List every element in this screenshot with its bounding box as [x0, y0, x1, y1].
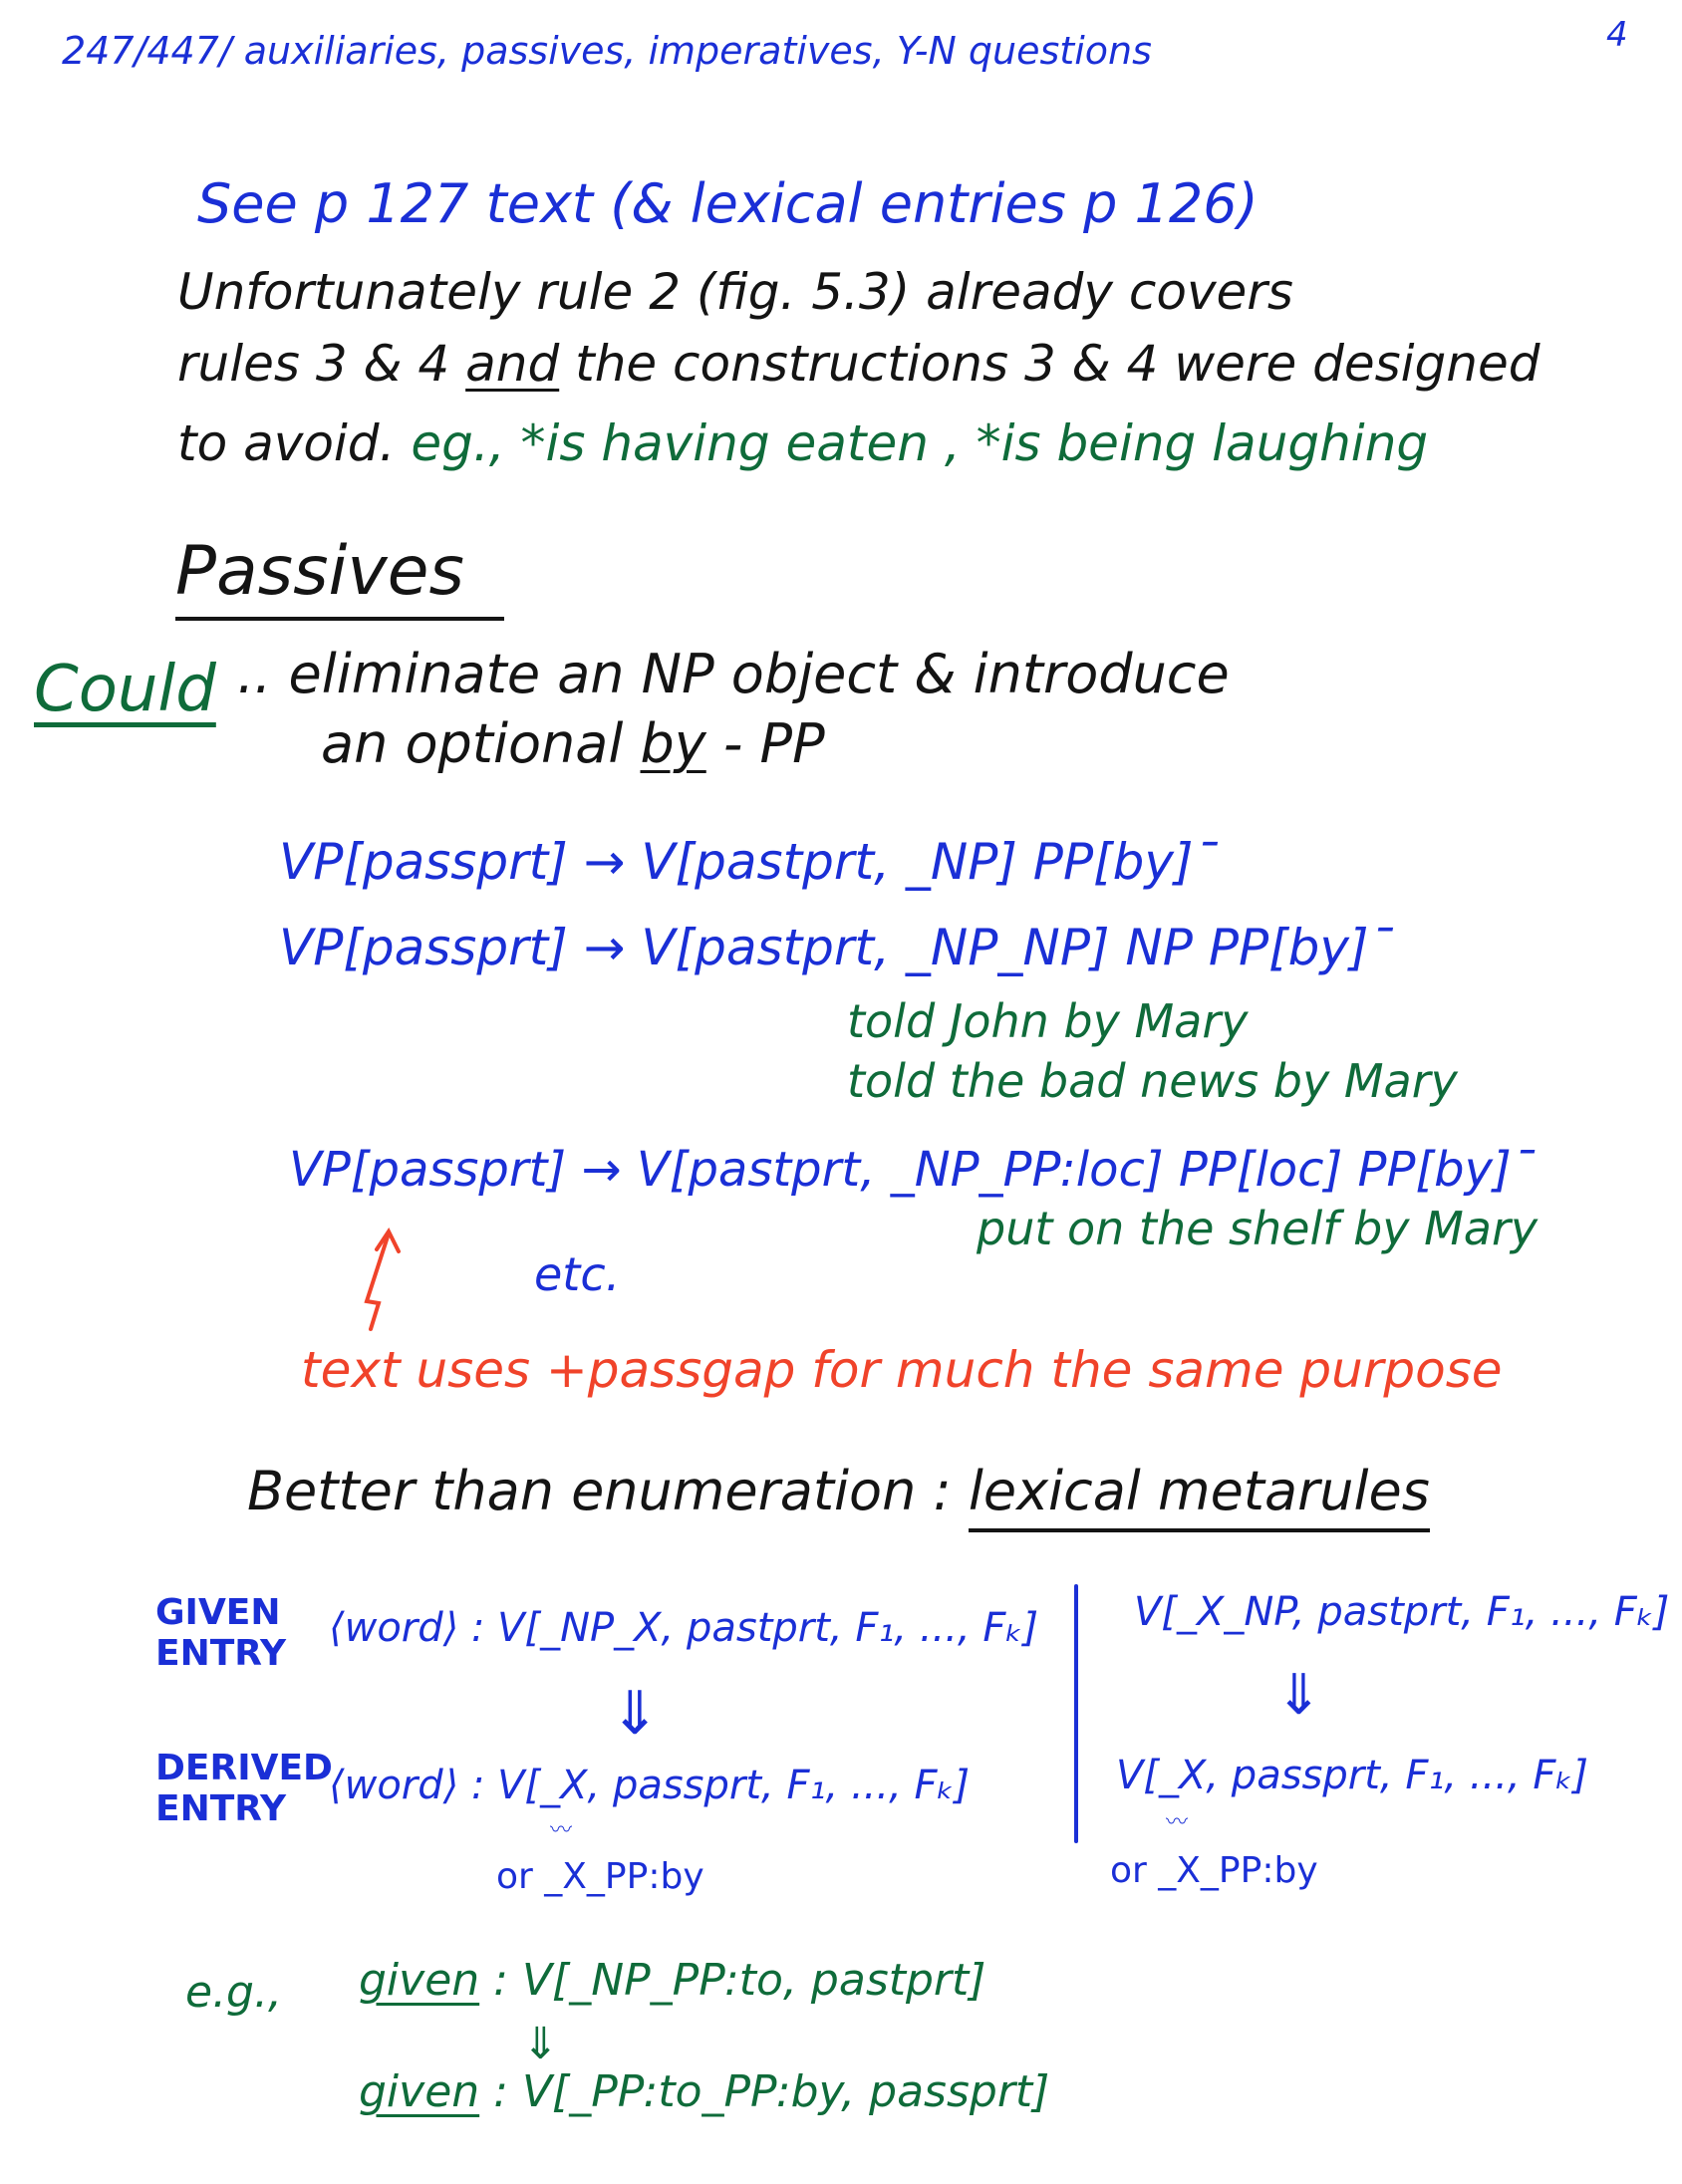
passives-heading — [175, 532, 504, 611]
derived-entry-label — [155, 1748, 333, 1830]
alt-left-rule: or _X_PP:by — [496, 1856, 704, 1897]
page-number: 4 — [1606, 15, 1628, 55]
given-left-rule: ⟨word⟩ : V[_NP_X, pastprt, F₁, ..., Fₖ] — [329, 1605, 1039, 1651]
given-example-1 — [359, 1955, 986, 2006]
intro-line-3-a: to avoid. — [177, 414, 412, 472]
by-underlined: by — [640, 712, 706, 775]
given-right-rule: V[_X_NP, pastprt, F₁, ..., Fₖ] — [1134, 1589, 1670, 1635]
derived-left-rule: ⟨word⟩ : V[_X, passprt, F₁, ..., Fₖ] — [329, 1763, 971, 1808]
down-arrow-example-icon: ⇓ — [522, 2019, 559, 2069]
page-header-title: 247/447/ auxiliaries, passives, imperatives, Y-N questions — [62, 29, 1152, 73]
red-arrow-icon — [349, 1224, 419, 1333]
intro-line-2 — [177, 335, 1541, 393]
passives-heading-text: Passives — [175, 532, 504, 621]
down-arrow-icon: ⇓ — [610, 1679, 661, 1749]
see-reference: See p 127 text (& lexical entries p 126) — [197, 172, 1259, 235]
squiggle-underline-icon: 〰 — [550, 1818, 573, 1843]
alt-right-rule: or _X_PP:by — [1110, 1850, 1318, 1891]
rule-3-example: put on the shelf by Mary — [977, 1202, 1539, 1255]
eg-label: e.g., — [185, 1967, 282, 2018]
intro-line-1: Unfortunately rule 2 (fig. 5.3) already covers — [177, 263, 1293, 321]
rule-2-example-1: told John by Mary — [847, 994, 1249, 1048]
intro-and-underlined: and — [465, 335, 560, 393]
intro-line-2-a: rules 3 & 4 — [177, 335, 466, 393]
metarules-heading-b: lexical metarules — [969, 1460, 1430, 1532]
squiggle-underline-right-icon: 〰 — [1166, 1810, 1189, 1835]
passgap-note: text uses +passgap for much the same purpose — [301, 1341, 1503, 1399]
intro-example: eg., *is having eaten , *is being laughing — [411, 414, 1429, 472]
given-entry-label — [155, 1592, 286, 1675]
passive-rule-3: VP[passprt] → V[pastprt, _NP_PP:loc] PP[loc] PP[by]ˉ — [289, 1142, 1536, 1198]
passive-rule-1: VP[passprt] → V[pastprt, _NP] PP[by]ˉ — [279, 833, 1219, 891]
derived-label-1: DERIVED — [155, 1748, 333, 1788]
given-label-2: ENTRY — [155, 1633, 287, 1675]
intro-line-3 — [177, 414, 1429, 472]
metarules-heading-a: Better than enumeration : — [247, 1460, 969, 1522]
rule-2-example-2: told the bad news by Mary — [847, 1054, 1458, 1108]
given-example-2 — [359, 2066, 1050, 2117]
could-text-2-a: an optional — [321, 712, 641, 775]
could-text-2-b: - PP — [705, 712, 825, 775]
could-text-line-2 — [321, 712, 825, 775]
could-label: Could — [34, 653, 216, 726]
column-divider — [1074, 1584, 1078, 1843]
could-text-line-1: .. eliminate an NP object & introduce — [237, 643, 1230, 705]
etc-text: etc. — [534, 1247, 621, 1301]
given-word-1: given — [359, 1955, 480, 2006]
given-word-2: given — [359, 2066, 480, 2117]
derived-label-2: ENTRY — [155, 1788, 287, 1830]
intro-line-2-b: the constructions 3 & 4 were designed — [559, 335, 1541, 393]
down-arrow-right-icon: ⇓ — [1275, 1663, 1322, 1728]
given-rest-2: : V[_PP:to_PP:by, passprt] — [479, 2066, 1050, 2117]
given-rest-1: : V[_NP_PP:to, pastprt] — [479, 1955, 986, 2006]
given-label-1: GIVEN — [155, 1592, 281, 1633]
derived-right-rule: V[_X, passprt, F₁, ..., Fₖ] — [1116, 1753, 1589, 1798]
metarules-heading — [247, 1460, 1430, 1522]
passive-rule-2: VP[passprt] → V[pastprt, _NP_NP] NP PP[by]ˉ — [279, 919, 1394, 976]
